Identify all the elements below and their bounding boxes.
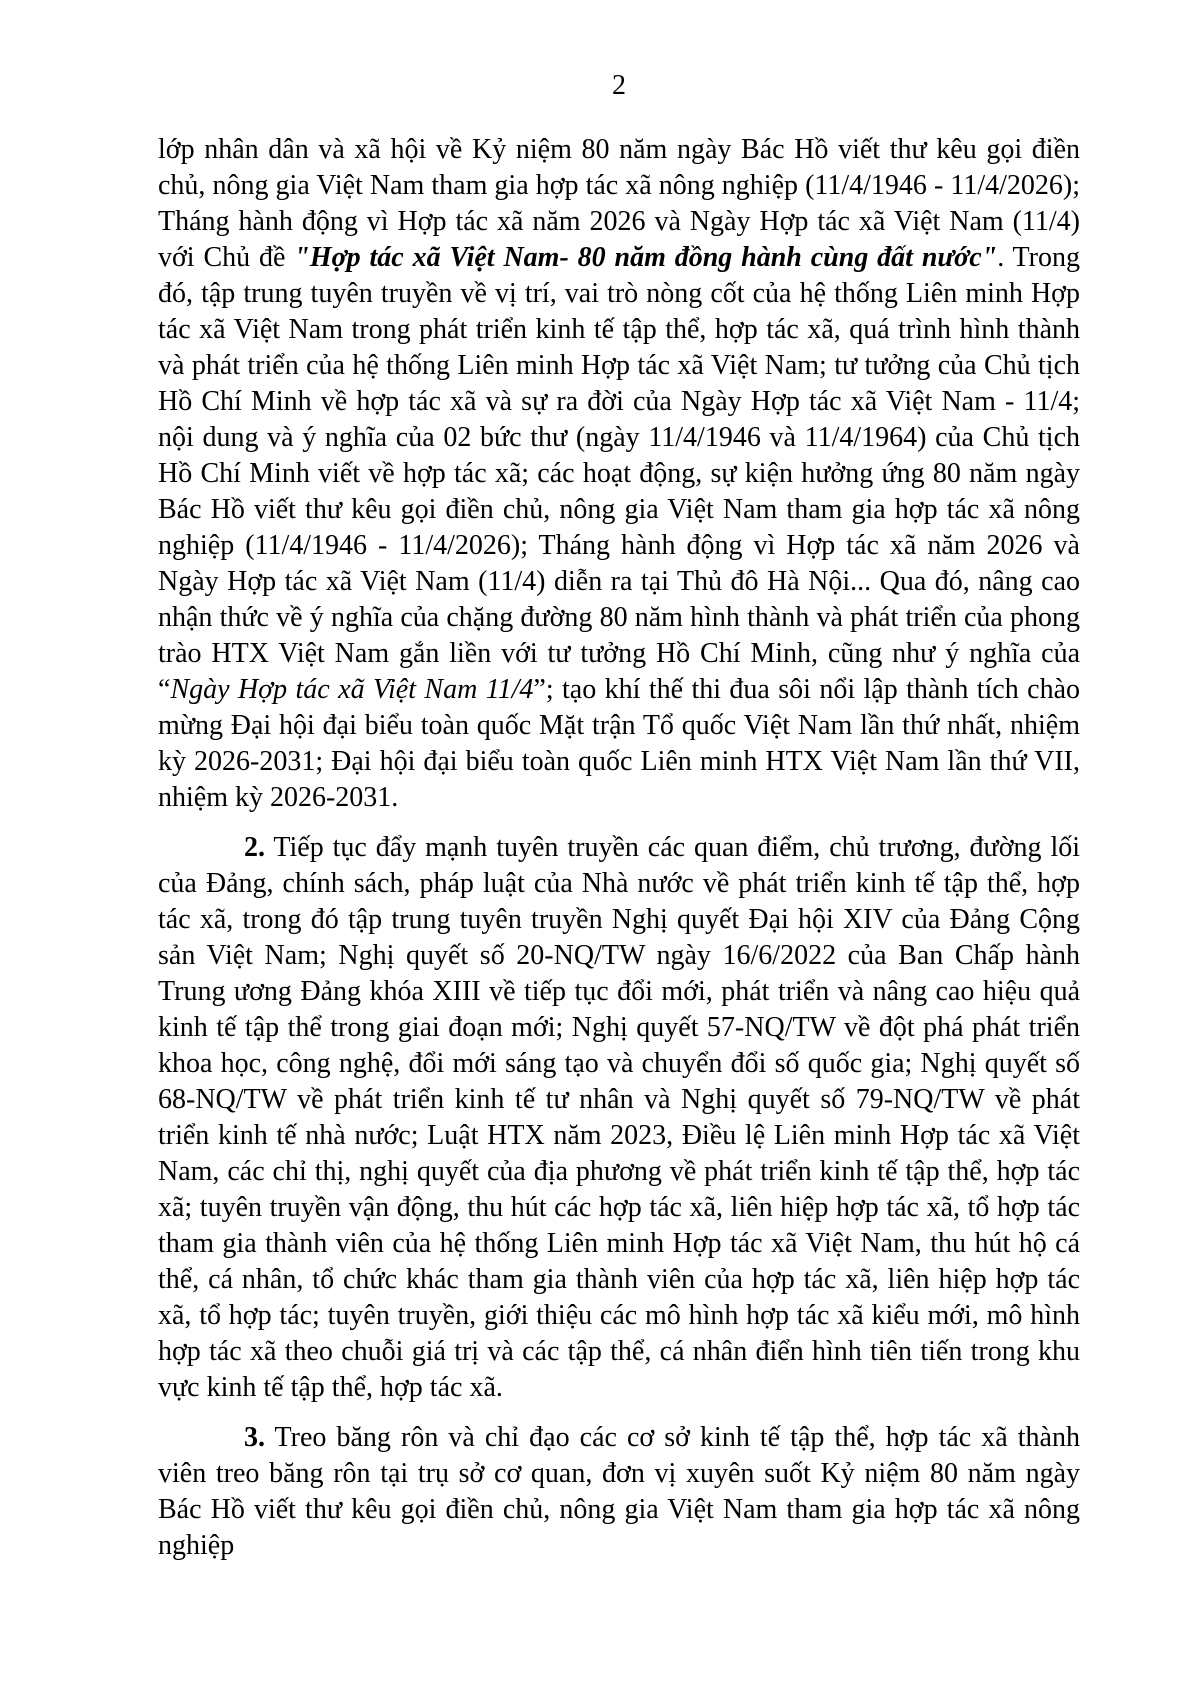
paragraph-2	[158, 830, 1080, 1406]
paragraph-3	[158, 1420, 1080, 1564]
text-run-bold-italic: "Hợp tác xã Việt Nam- 80 năm đồng hành cùng đất nước"	[294, 242, 998, 273]
text-run: lớp nhân dân và xã hội về Kỷ niệm 80 năm ngày Bác Hồ viết thư kêu gọi điền chủ, nông gia Việt Nam tham gia hợp tác xã nông nghiệp (11/4/1946 - 11/4/2026); Tháng hành động vì Hợp tác xã năm 2026 và Ngày Hợp tác xã Việt Nam (11/4) với Chủ đề	[158, 134, 1080, 273]
text-run: Treo băng rôn và chỉ đạo các cơ sở kinh tế tập thể, hợp tác xã thành viên treo băng rôn tại trụ sở cơ quan, đơn vị xuyên suốt Kỷ niệm 80 năm ngày Bác Hồ viết thư kêu gọi điền chủ, nông gia Việt Nam tham gia hợp tác xã nông nghiệp	[158, 1422, 1080, 1561]
text-run: ”; tạo khí thế thi đua sôi nổi lập thành tích chào mừng Đại hội đại biểu toàn quốc Mặt trận Tổ quốc Việt Nam lần thứ nhất, nhiệm kỳ 2026-2031; Đại hội đại biểu toàn quốc Liên minh HTX Việt Nam lần thứ VII, nhiệm kỳ 2026-2031.	[158, 674, 1080, 813]
page-number: 2	[612, 70, 626, 101]
document-body	[158, 132, 1080, 1578]
paragraph-1	[158, 132, 1080, 816]
text-run-italic: Ngày Hợp tác xã Việt Nam 11/4	[170, 674, 534, 705]
text-run: . Trong đó, tập trung tuyên truyền về vị trí, vai trò nòng cốt của hệ thống Liên minh Hợp tác xã Việt Nam trong phát triển kinh tế tập thể, hợp tác xã, quá trình hình thành và phát triển của hệ thống Liên minh Hợp tác xã Việt Nam; tư tưởng của Chủ tịch Hồ Chí Minh về hợp tác xã và sự ra đời của Ngày Hợp tác xã Việt Nam - 11/4; nội dung và ý nghĩa của 02 bức thư (ngày 11/4/1946 và 11/4/1964) của Chủ tịch Hồ Chí Minh viết về hợp tác xã; các hoạt động, sự kiện hưởng ứng 80 năm ngày Bác Hồ viết thư kêu gọi điền chủ, nông gia Việt Nam tham gia hợp tác xã nông nghiệp (11/4/1946 - 11/4/2026); Tháng hành động vì Hợp tác xã năm 2026 và Ngày Hợp tác xã Việt Nam (11/4) diễn ra tại Thủ đô Hà Nội... Qua đó, nâng cao nhận thức về ý nghĩa của chặng đường 80 năm hình thành và phát triển của phong trào HTX Việt Nam gắn liền với tư tưởng Hồ Chí Minh, cũng như ý nghĩa của “	[158, 242, 1080, 705]
list-number: 2.	[244, 832, 265, 863]
text-run: Tiếp tục đẩy mạnh tuyên truyền các quan điểm, chủ trương, đường lối của Đảng, chính sách, pháp luật của Nhà nước về phát triển kinh tế tập thể, hợp tác xã, trong đó tập trung tuyên truyền Nghị quyết Đại hội XIV của Đảng Cộng sản Việt Nam; Nghị quyết số 20-NQ/TW ngày 16/6/2022 của Ban Chấp hành Trung ương Đảng khóa XIII về tiếp tục đổi mới, phát triển và nâng cao hiệu quả kinh tế tập thể trong giai đoạn mới; Nghị quyết 57-NQ/TW về đột phá phát triển khoa học, công nghệ, đổi mới sáng tạo và chuyển đổi số quốc gia; Nghị quyết số 68-NQ/TW về phát triển kinh tế tư nhân và Nghị quyết số 79-NQ/TW về phát triển kinh tế nhà nước; Luật HTX năm 2023, Điều lệ Liên minh Hợp tác xã Việt Nam, các chỉ thị, nghị quyết của địa phương về phát triển kinh tế tập thể, hợp tác xã; tuyên truyền vận động, thu hút các hợp tác xã, liên hiệp hợp tác xã, tổ hợp tác tham gia thành viên của hệ thống Liên minh Hợp tác xã Việt Nam, thu hút hộ cá thể, cá nhân, tổ chức khác tham gia thành viên của hợp tác xã, liên hiệp hợp tác xã, tổ hợp tác; tuyên truyền, giới thiệu các mô hình hợp tác xã kiểu mới, mô hình hợp tác xã theo chuỗi giá trị và các tập thể, cá nhân điển hình tiên tiến trong khu vực kinh tế tập thể, hợp tác xã.	[158, 832, 1080, 1403]
list-number: 3.	[244, 1422, 265, 1453]
